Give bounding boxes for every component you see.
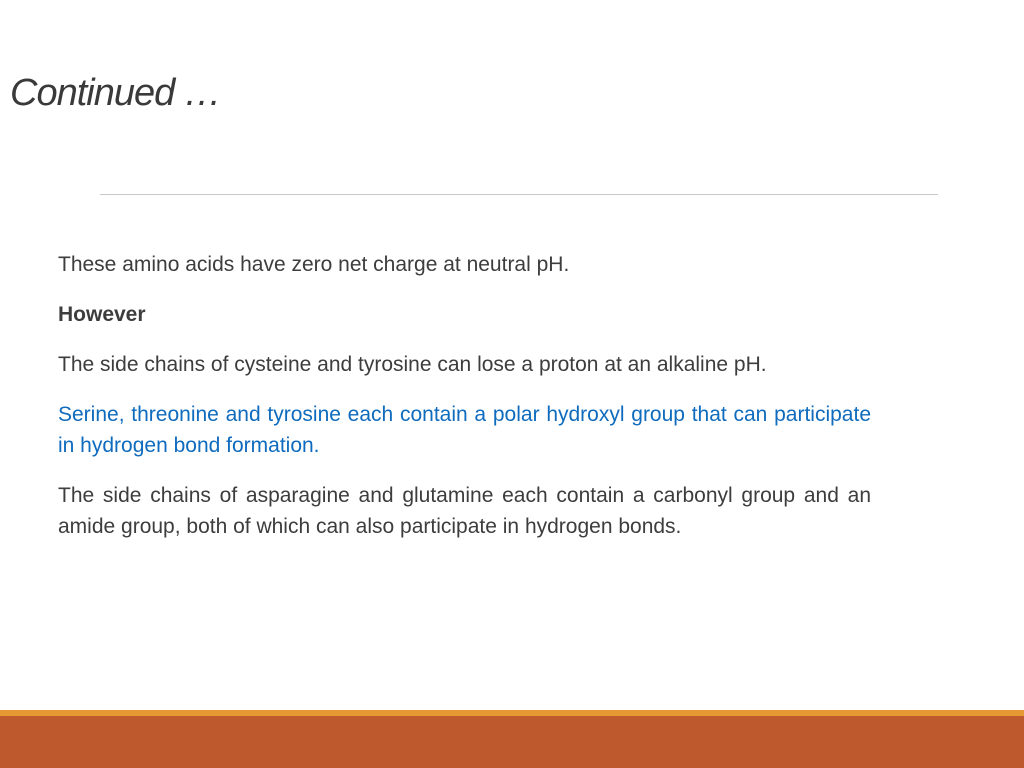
paragraph-however: However (58, 303, 146, 326)
title-divider (100, 194, 938, 195)
paragraph-asparagine-glutamine: The side chains of asparagine and glutamine each contain a carbonyl group and an amide group, both of which can also participate in hydrogen bonds. (58, 484, 871, 538)
paragraph-cysteine-tyrosine: The side chains of cysteine and tyrosine can lose a proton at an alkaline pH. (58, 353, 767, 376)
slide-body (58, 249, 871, 561)
slide-title: Continued … (10, 72, 221, 114)
paragraph-hydroxyl-group: Serine, threonine and tyrosine each contain a polar hydroxyl group that can participate in hydrogen bond formation. (58, 403, 871, 457)
footer-band (0, 716, 1024, 768)
paragraph-neutral-charge: These amino acids have zero net charge at neutral pH. (58, 253, 570, 276)
